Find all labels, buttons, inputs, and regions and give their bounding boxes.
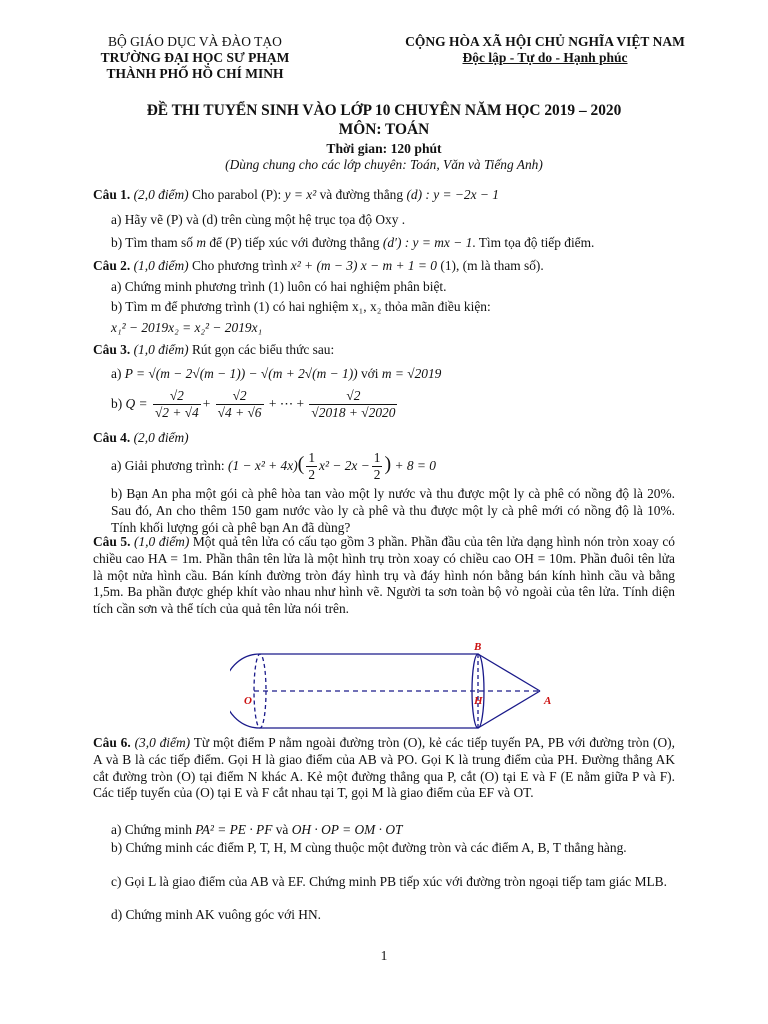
q6-a-eq2: OH · OP = OM · OT [291,822,403,837]
frac-num: √2 [153,388,201,405]
cone-top-edge [478,654,540,691]
ministry-header [70,34,320,81]
label-o: O [244,695,252,707]
frac-num: √2 [309,388,397,405]
q6-part-c: c) Gọi L là giao điểm của AB và EF. Chứng minh PB tiếp xúc với đường tròn ngoại tiếp tam giác MLB. [111,874,667,889]
q1-part-a: a) Hãy vẽ (P) và (d) trên cùng một hệ trục tọa độ Oxy . [111,212,406,227]
q1-b-post: . Tìm tọa độ tiếp điểm. [472,235,595,250]
exam-duration: Thời gian: 120 phút [326,141,442,156]
national-motto: Độc lập - Tự do - Hạnh phúc [462,50,628,66]
country-name: CỘNG HÒA XÃ HỘI CHỦ NGHĨA VIỆT NAM [405,34,685,49]
q2-points: (1,0 điểm) [133,258,189,273]
q3-label: Câu 3. [93,342,131,357]
q2-equation: x² + (m − 3) x − m + 1 = 0 [290,258,438,273]
q6-label: Câu 6. [93,735,131,750]
q4-a-left-factor: (1 − x² + 4x) [227,457,298,473]
q6-body: Từ một điểm P nằm ngoài đường tròn (O), kẻ các tiếp tuyến PA, PB với đường tròn (O), A và B là các tiếp điểm. Gọi H là giao điểm của AB và PO. Gọi K là trung điểm của PH. Đường thẳng AK cắt đường tròn (O) tại điểm N khác A. Kẻ một đường thẳng qua P, cắt (O) tại E và F (E nằm giữa P và F). Các tiếp tuyến của (O) tại E và F cắt nhau tại T, gọi M là giao điểm của EF và OT. [93,735,675,801]
q4-label: Câu 4. [93,430,131,445]
q1-b-mid: để (P) tiếp xúc với đường thẳng [205,235,383,250]
rocket-figure [230,640,560,740]
q3-part-a [111,366,441,382]
q2-stem-text: Cho phương trình [188,258,291,273]
frac-num: √2 [216,388,264,405]
q1-stem [93,187,499,203]
exam-title: ĐỀ THI TUYỂN SINH VÀO LỚP 10 CHUYÊN NĂM HỌC 2019 – 2020 [146,102,622,119]
q4-points: (2,0 điểm) [133,430,189,445]
q6-part-d: d) Chứng minh AK vuông góc với HN. [111,907,321,922]
q4-part-a: a) Giải phương trình: (1 − x² + 4x)( $\frac{1}{2}$ x² − 2x − $\frac{1}{2}$ ) + 8 = 0 [111,450,437,483]
q5-body: Một quả tên lửa có cấu tạo gồm 3 phần. Phần đầu của tên lửa dạng hình nón tròn xoay có chiều cao HA = 1m. Phần thân tên lửa là một hình trụ tròn xoay có chiều cao OH = 10m. Phần đuôi tên lửa là một nửa hình cầu. Bán kính đường tròn đáy hình trụ và đáy hình nón bằng bán kính hình cầu và bằng 1,5m. Ba phần được ghép khít vào nhau như hình vẽ. Người ta sơn toàn bộ vỏ ngoài của tên lửa. Tính diện tích cần sơn và thể tích của quả tên lửa nói trên. [93,534,675,616]
q1-parabola-eq: y = x² [284,187,317,202]
page-number: 1 [380,948,388,963]
q2-label: Câu 2. [93,258,131,273]
q3-stem-text: Rút gọn các biểu thức sau: [188,342,335,357]
q3-b-q: Q = [125,395,148,411]
label-h: H [474,695,483,707]
q5-text [93,534,675,618]
q1-label: Câu 1. [93,187,131,202]
q3-b-frac2 [216,388,264,422]
q6-text [93,735,675,802]
q6-a-eq1: PA² = PE · PF [195,822,273,837]
q3-b-dots: + ⋯ + [268,395,305,411]
q4-a-right-factor: x² − 2x − [319,457,370,473]
frac-den: √4 + √6 [217,405,262,421]
national-header [370,34,720,66]
q1-part-b [111,235,594,251]
q1-b-param: m [196,235,206,250]
q1-b-pre: b) Tìm tham số [111,235,197,250]
q3-part-b: b) Q = $\frac{√2}{√2 + √4}$ + $\frac{√2}{√4 + √6}$ + ⋯ + $\frac{√2}{√2018 + √2020}$ [111,388,396,421]
q4-half-1: $\frac{1}{2}$ [308,450,316,483]
subject-title: MÔN: TOÁN [338,121,430,138]
q6-part-a [111,822,402,838]
q1-line-eq: (d) : y = −2x − 1 [406,187,499,202]
q2-part-b: b) Tìm m để phương trình (1) có hai nghiệm x₁, x₂ thỏa mãn điều kiện: [111,299,491,314]
q3-b-frac3 [309,388,397,422]
city-name: THÀNH PHỐ HỒ CHÍ MINH [106,65,284,81]
q3-a-mid: với [357,366,382,381]
q4-part-b: b) Bạn An pha một gói cà phê hòa tan vào một ly nước và thu được một ly cà phê có nồng độ là 20%. Sau đó, An cho thêm 150 gam nước vào ly cà phê và thu được một ly cà phê mới có nồng độ là 10%. Tính khối lượng gói cà phê bạn An đã dùng? [111,486,675,535]
q6-a-pre: a) Chứng minh [111,822,196,837]
q3-b-frac1 [153,388,201,422]
frac-den: √2018 + √2020 [311,405,396,421]
q3-a-pre: a) [111,366,125,381]
q3-points: (1,0 điểm) [133,342,189,357]
q5-label: Câu 5. [93,534,131,549]
q3-a-expression: P = √(m − 2√(m − 1)) − √(m + 2√(m − 1)) [124,366,358,381]
q1-points: (2,0 điểm) [133,187,189,202]
q6-points: (3,0 điểm) [134,735,191,750]
q2-part-a: a) Chứng minh phương trình (1) luôn có hai nghiệm phân biệt. [111,279,447,294]
q3-a-condition: m = √2019 [381,366,442,381]
label-a: A [544,695,552,707]
q2-stem-post: (1), (m là tham số). [437,258,544,273]
q4-half-2: $\frac{1}{2}$ [373,450,381,483]
university-name: TRƯỜNG ĐẠI HỌC SƯ PHẠM [100,49,290,65]
cone-bottom-edge [478,691,540,728]
q5-points: (1,0 điểm) [134,534,190,549]
q4-stem [93,430,189,446]
exam-note: (Dùng chung cho các lớp chuyên: Toán, Văn và Tiếng Anh) [225,157,543,172]
q3-b-pre: b) [111,395,126,411]
q2-stem [93,258,544,274]
q2-condition: x₁² − 2019x₂ = x₂² − 2019x₁ [111,320,263,335]
q3-stem [93,342,334,358]
rocket-drawing [230,654,540,728]
frac-den: √2 + √4 [154,405,199,421]
q1-stem-mid: và đường thẳng [316,187,407,202]
q4-a-pre: a) Giải phương trình: [111,457,228,473]
ministry-name: BỘ GIÁO DỤC VÀ ĐÀO TẠO [108,34,282,49]
q1-b-eq: (d′) : y = mx − 1 [382,235,473,250]
label-b: B [474,641,482,653]
q6-a-mid: và [272,822,292,837]
q4-a-end: + 8 = 0 [394,457,437,473]
q1-stem-text: Cho parabol (P): [188,187,285,202]
q6-part-b: b) Chứng minh các điểm P, T, H, M cùng thuộc một đường tròn và các điểm A, B, T thẳng hàng. [111,840,627,855]
